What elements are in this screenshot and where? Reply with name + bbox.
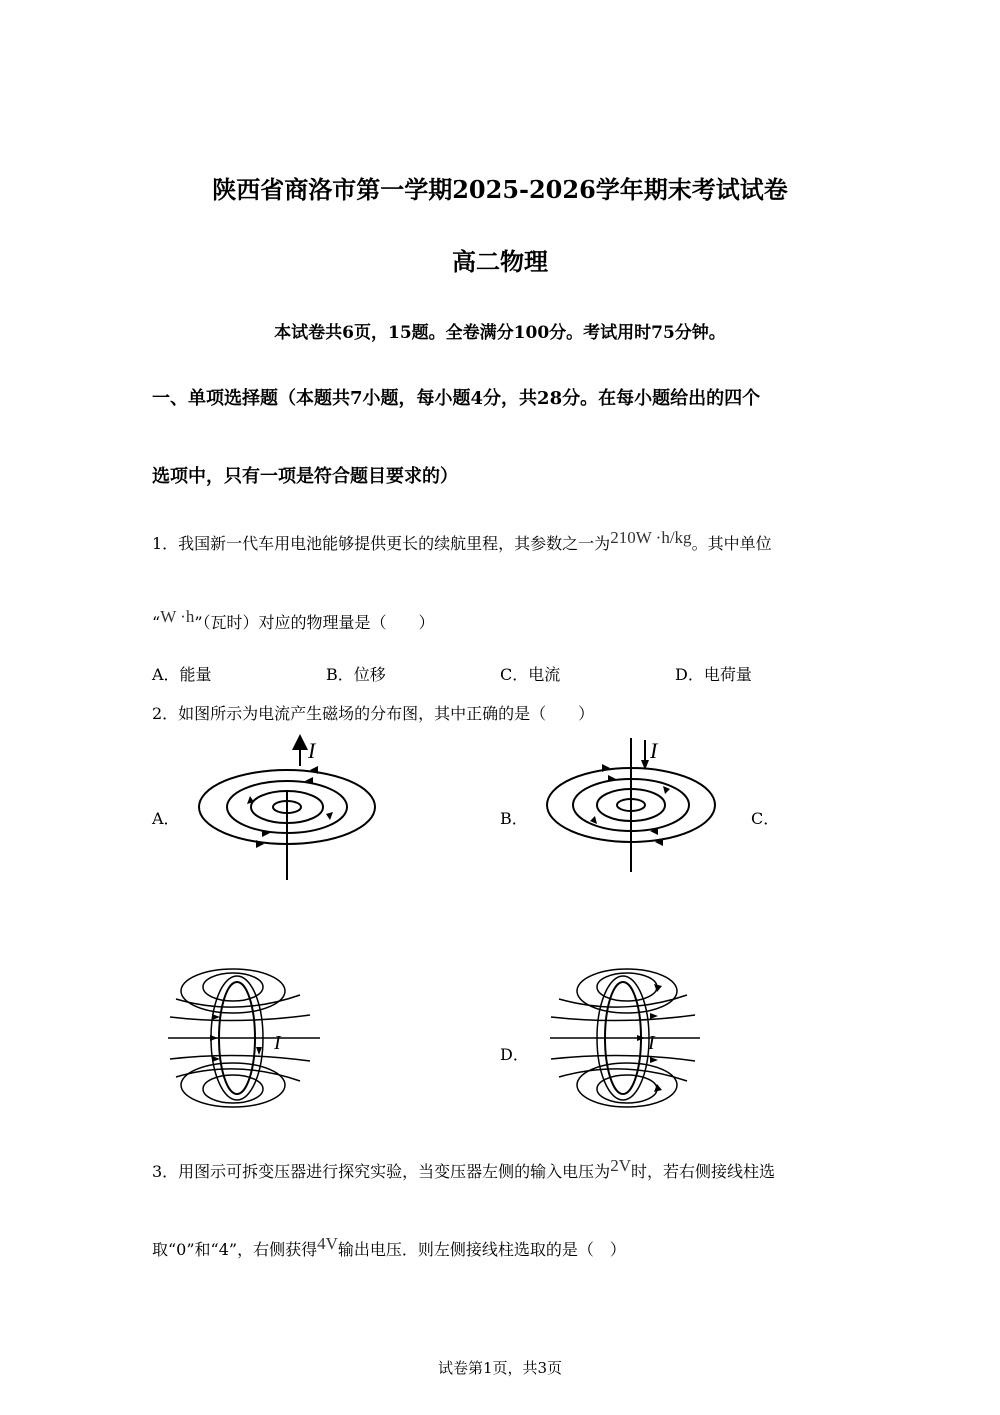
figure-a-straight-wire (190, 730, 390, 885)
q1-formula: 210W ·h/kg (610, 528, 692, 547)
q3-line1-formula: 2V (610, 1156, 631, 1175)
q1-line2-a: “ (152, 613, 161, 632)
q3-line2-formula: 4V (317, 1234, 338, 1253)
q2-option-b-label[interactable]: B． (500, 809, 528, 828)
exam-title: 陕西省商洛市第一学期2025-2026学年期末考试试卷 (212, 175, 788, 204)
q1-option-d[interactable]: D．电荷量 (675, 665, 752, 684)
question-2-text: 2．如图所示为电流产生磁场的分布图，其中正确的是（ ） (152, 704, 595, 723)
figure-c-current-loop (160, 965, 340, 1115)
figure-b-current-label: I (650, 738, 658, 763)
question-3-line1 (152, 1156, 775, 1182)
q1-option-c[interactable]: C．电流 (500, 665, 561, 684)
q1-option-b[interactable]: B．位移 (326, 665, 386, 684)
question-1-line1 (152, 528, 772, 554)
q3-line2-a: 取“0”和“4”，右侧获得 (152, 1240, 318, 1259)
figure-d-current-label: I (648, 1032, 655, 1054)
q2-option-a-label[interactable]: A． (152, 809, 180, 828)
question-3-line2 (152, 1234, 626, 1260)
q3-line1-b: 时，若右侧接线柱选 (630, 1162, 775, 1181)
q1-line2-formula: W ·h (160, 607, 195, 626)
q3-line1-a: 3．用图示可拆变压器进行探究实验，当变压器左侧的输入电压为 (152, 1162, 611, 1181)
exam-info: 本试卷共6页，15题。全卷满分100分。考试用时75分钟。 (274, 323, 726, 343)
question-1-line2 (152, 607, 435, 633)
q1-line2-b: ”（瓦时）对应的物理量是（ ） (194, 613, 435, 632)
q1-text-a: 1．我国新一代车用电池能够提供更长的续航里程，其参数之一为 (152, 534, 611, 553)
q1-text-b: 。其中单位 (691, 534, 772, 553)
q3-line2-b: 输出电压．则左侧接线柱选取的是（ ） (337, 1240, 626, 1259)
q2-option-d-label[interactable]: D． (500, 1045, 529, 1064)
figure-d-current-loop (545, 965, 715, 1115)
subject-title: 高二物理 (452, 247, 548, 276)
section-heading-line1: 一、单项选择题（本题共7小题，每小题4分，共28分。在每小题给出的四个 (152, 388, 761, 409)
figure-b-straight-wire (540, 730, 730, 880)
q1-option-a[interactable]: A．能量 (152, 665, 212, 684)
q2-option-c-label[interactable]: C． (751, 809, 780, 828)
section-heading-line2: 选项中，只有一项是符合题目要求的） (152, 466, 458, 487)
figure-c-current-label: I (274, 1032, 281, 1054)
page-footer: 试卷第1页，共3页 (437, 1359, 563, 1377)
figure-a-current-label: I (308, 738, 316, 763)
